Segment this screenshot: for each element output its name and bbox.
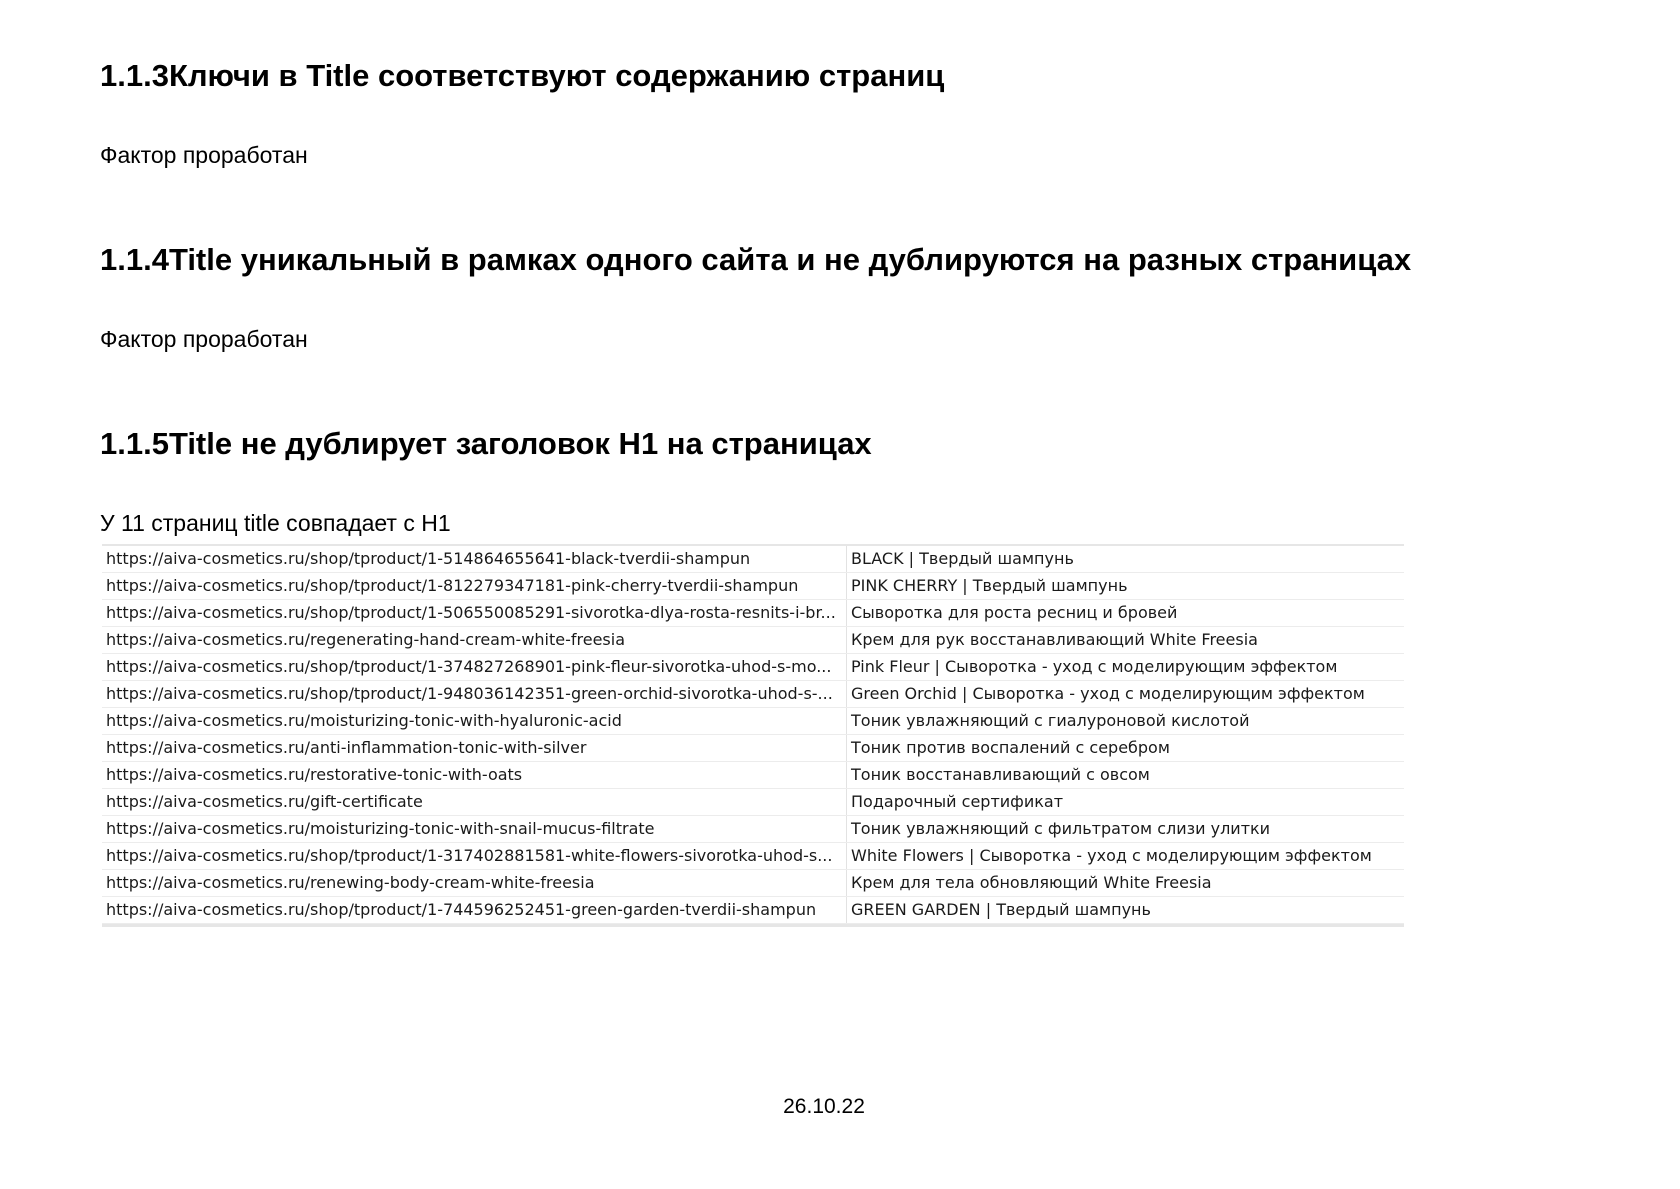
row-title-cell: Тоник восстанавливающий с овсом — [847, 762, 1405, 789]
section-heading-1-1-3: 1.1.3Ключи в Title соответствуют содержанию страниц — [100, 58, 945, 93]
row-url-cell: https://aiva-cosmetics.ru/shop/tproduct/1-514864655641-black-tverdii-shampun — [102, 546, 847, 573]
row-title-cell: White Flowers | Сыворотка - уход с моделирующим эффектом — [847, 843, 1405, 870]
table-row — [102, 681, 1404, 708]
table-row — [102, 843, 1404, 870]
table-row — [102, 762, 1404, 789]
table-row — [102, 654, 1404, 681]
table-row — [102, 735, 1404, 762]
section-heading-1-1-5: 1.1.5Title не дублирует заголовок H1 на страницах — [100, 426, 872, 461]
row-title-cell: Сыворотка для роста ресниц и бровей — [847, 600, 1405, 627]
section-text-1-1-5: У 11 страниц title совпадает с H1 — [100, 510, 451, 536]
table-row — [102, 600, 1404, 627]
row-url-cell: https://aiva-cosmetics.ru/shop/tproduct/1-812279347181-pink-cherry-tverdii-shampun — [102, 573, 847, 600]
row-title-cell: Крем для рук восстанавливающий White Freesia — [847, 627, 1405, 654]
row-url-cell: https://aiva-cosmetics.ru/moisturizing-tonic-with-hyaluronic-acid — [102, 708, 847, 735]
section-text-1-1-3: Фактор проработан — [100, 142, 308, 168]
row-url-cell: https://aiva-cosmetics.ru/renewing-body-cream-white-freesia — [102, 870, 847, 897]
row-url-cell: https://aiva-cosmetics.ru/shop/tproduct/1-374827268901-pink-fleur-sivorotka-uhod-s-mo... — [102, 654, 847, 681]
row-url-cell: https://aiva-cosmetics.ru/shop/tproduct/1-317402881581-white-flowers-sivorotka-uhod-s... — [102, 843, 847, 870]
table-row — [102, 870, 1404, 897]
section-heading-1-1-4: 1.1.4Title уникальный в рамках одного сайта и не дублируются на разных страницах — [100, 242, 1412, 277]
row-title-cell: PINK CHERRY | Твердый шампунь — [847, 573, 1405, 600]
row-url-cell: https://aiva-cosmetics.ru/shop/tproduct/1-948036142351-green-orchid-sivorotka-uhod-s-... — [102, 681, 847, 708]
table-row — [102, 708, 1404, 735]
row-url-cell: https://aiva-cosmetics.ru/shop/tproduct/1-506550085291-sivorotka-dlya-rosta-resnits-i-br... — [102, 600, 847, 627]
footer-date: 26.10.22 — [783, 1095, 865, 1118]
table-row — [102, 897, 1404, 924]
row-title-cell: Тоник увлажняющий с гиалуроновой кислотой — [847, 708, 1405, 735]
row-url-cell: https://aiva-cosmetics.ru/anti-inflammation-tonic-with-silver — [102, 735, 847, 762]
table-row — [102, 546, 1404, 573]
url-title-table — [102, 546, 1404, 924]
row-title-cell: GREEN GARDEN | Твердый шампунь — [847, 897, 1405, 924]
row-title-cell: Тоник против воспалений с серебром — [847, 735, 1405, 762]
row-url-cell: https://aiva-cosmetics.ru/restorative-tonic-with-oats — [102, 762, 847, 789]
row-url-cell: https://aiva-cosmetics.ru/shop/tproduct/1-744596252451-green-garden-tverdii-shampun — [102, 897, 847, 924]
row-url-cell: https://aiva-cosmetics.ru/gift-certificate — [102, 789, 847, 816]
table-row — [102, 627, 1404, 654]
table-row — [102, 573, 1404, 600]
row-url-cell: https://aiva-cosmetics.ru/moisturizing-tonic-with-snail-mucus-filtrate — [102, 816, 847, 843]
row-title-cell: Тоник увлажняющий с фильтратом слизи улитки — [847, 816, 1405, 843]
row-url-cell: https://aiva-cosmetics.ru/regenerating-hand-cream-white-freesia — [102, 627, 847, 654]
row-title-cell: Green Orchid | Сыворотка - уход с моделирующим эффектом — [847, 681, 1405, 708]
row-title-cell: Pink Fleur | Сыворотка - уход с моделирующим эффектом — [847, 654, 1405, 681]
row-title-cell: BLACK | Твердый шампунь — [847, 546, 1405, 573]
table-body — [102, 546, 1404, 924]
table-row — [102, 789, 1404, 816]
section-text-1-1-4: Фактор проработан — [100, 326, 308, 352]
row-title-cell: Крем для тела обновляющий White Freesia — [847, 870, 1405, 897]
table-row — [102, 816, 1404, 843]
url-title-table-screenshot — [102, 544, 1404, 927]
row-title-cell: Подарочный сертификат — [847, 789, 1405, 816]
